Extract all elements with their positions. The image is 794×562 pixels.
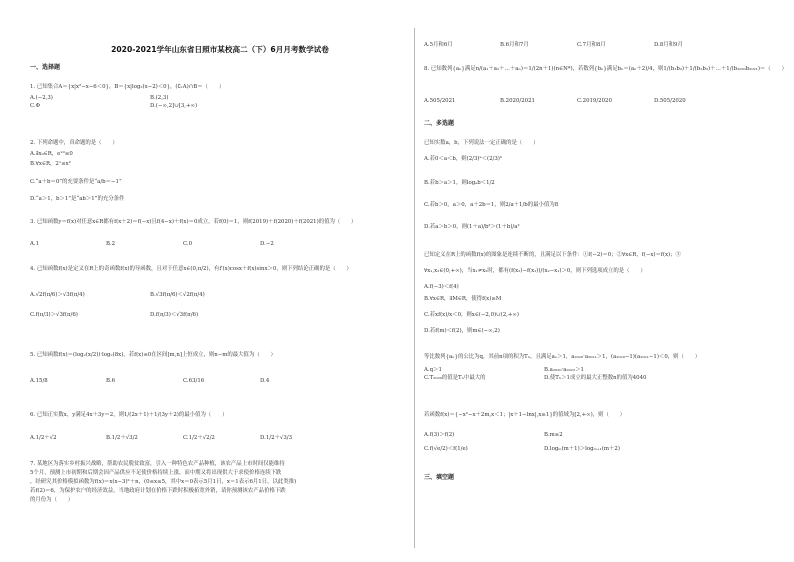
option-b[interactable]: B.6 <box>106 378 116 384</box>
question-10-line: ∀x₁,x₂∈(0,+∞)，当x₁≠x₂时，都有(f(x₂)−f(x₁))/(x₂−x₁)＞0，则下列选项成立的是（ ） <box>424 268 646 274</box>
left-column <box>30 0 410 562</box>
option-b[interactable]: B.2020/2021 <box>500 98 535 104</box>
option-c[interactable]: C.Φ <box>30 103 41 109</box>
option-d[interactable]: D.若f(m)＜f(2)，则m∈(−∞,2) <box>424 328 500 334</box>
option-c[interactable]: C.2019/2020 <box>577 98 612 104</box>
question-7-line: 5个月，预测上市初期和后期会因产品供应不足使价格持续上涨，而中期又将出现供大于求使价格连续下跌 <box>30 470 282 476</box>
option-b[interactable]: B.6月和7月 <box>500 42 529 48</box>
option-a[interactable]: A.505/2021 <box>424 98 456 104</box>
question-7-line: ，经研究其价格模拟函数为f(x)＝x(x−3)²＋n，(0≤x≤5，其中x＝0表示5月1日，x＝1表示6月1日，以此类推) <box>30 479 297 485</box>
question-7-line: 的月份为（ ） <box>30 497 74 503</box>
option-d[interactable]: D.8月和9月 <box>654 42 683 48</box>
question-10-line: 已知定义在R上的函数f(x)的图象是连续不断的，且满足以下条件：①f(−2)＝0；②∀x∈R，f(−x)＝f(x)；③ <box>424 252 681 258</box>
option-c[interactable]: C.63/16 <box>183 378 205 384</box>
option-a[interactable]: A.∃x₀∈R，eˣ⁰≤0 <box>30 151 73 157</box>
option-d[interactable]: D.(−∞,2]∪[3,+∞) <box>150 103 198 109</box>
section-heading-single-choice: 一、选择题 <box>30 64 61 71</box>
option-b[interactable]: B.2 <box>106 241 116 247</box>
option-c[interactable]: C.若b＞0，a＞0，a＋2b＝1，则2/a＋1/b的最小值为8 <box>424 202 559 208</box>
option-d[interactable]: D.使Tₙ＞1成立的最大正整数n的值为4040 <box>544 375 647 381</box>
option-c[interactable]: C.f(π/3)＞√3f(π/6) <box>30 312 78 318</box>
option-c[interactable]: C.7月和8月 <box>577 42 606 48</box>
question-6-stem: 6. 已知正实数x，y满足4x＋3y＝2，则1/(2x＋1)＋1/(3y＋2)的最小值为（ ） <box>30 412 228 418</box>
option-d[interactable]: D.“a＞1，b＞1”是“ab＞1”的充分条件 <box>30 196 125 202</box>
option-c[interactable]: C.f(√e/2)＜f(1/e) <box>424 446 468 452</box>
option-a[interactable]: A.f(3)＞f(2) <box>424 432 455 438</box>
right-column <box>424 0 794 562</box>
option-b[interactable]: B.a₂₀₂₀·a₂₀₂₂＞1 <box>544 367 584 373</box>
option-c[interactable]: C.0 <box>183 241 193 247</box>
question-1-stem: 1. 已知集合A＝{x|x²−x−6＜0}，B＝{x|log₂(x−2)＜0}，(∁ᵣA)∩B＝（ ） <box>30 84 225 90</box>
option-b[interactable]: B.(2,3) <box>150 95 169 101</box>
section-heading-fill-blank: 三、填空题 <box>424 474 455 481</box>
option-c[interactable]: C.“a＋b＝0”的充要条件是“a/b＝−1” <box>30 179 122 185</box>
option-a[interactable]: A.5月和6月 <box>424 42 453 48</box>
option-d[interactable]: D.1/2＋√3/3 <box>260 435 293 441</box>
option-c[interactable]: C.T₂₀₂₀的值是Tₙ中最大的 <box>424 375 486 381</box>
option-a[interactable]: A.15/8 <box>30 378 48 384</box>
question-11-stem: 等比数列{aₙ}的公比为q，其前n项的积为Tₙ，且满足a₁＞1，a₂₀₂₀·a₂₀₂₁＞1，(a₂₀₂₀−1)(a₂₀₂₁−1)＜0，则（ ） <box>424 354 701 360</box>
question-7-line: 7. 某地区为落实乡村振兴战略，帮助农民脱贫致富，引入一种特色农产品种植，该农产品上市时间仅能维持 <box>30 461 285 467</box>
question-4-stem: 4. 已知函数f(x)是定义在R上的奇函数f(x)的导函数，且对于任意x∈(0,π/2)，有f′(x)cosx＋f(x)sinx＞0，则下列结论正确的是（ ） <box>30 266 352 272</box>
option-b[interactable]: B.若b＞a＞1，则logₐb＜1/2 <box>424 180 495 186</box>
option-a[interactable]: A.√2f(π/6)＞√3f(π/4) <box>30 292 85 298</box>
option-c[interactable]: C.1/2＋√2/2 <box>183 435 215 441</box>
column-divider <box>414 28 415 548</box>
option-d[interactable]: D.logₘ(m＋1)＞logₘ₊₁(m＋2) <box>544 446 620 452</box>
option-b[interactable]: B.1/2＋√3/2 <box>106 435 138 441</box>
option-d[interactable]: D.f(π/3)＜√3f(π/6) <box>150 312 199 318</box>
option-d[interactable]: D.4 <box>260 378 270 384</box>
question-8-stem: 8. 已知数列{aₙ}满足n/(a₁＋a₂＋…＋aₙ)＝1/(2n＋1)(n∈N*)，若数列{bₙ}满足bₙ＝(aₙ＋2)/4，则1/(b₁b₂)＋1/(b₂b₃)＋…＋1/(b₂₀₂₀b₂₀₂₁)＝（ ） <box>424 66 787 72</box>
option-b[interactable]: B.∀x∈R，2ˣ≤x² <box>30 161 71 167</box>
question-3-stem: 3. 已知函数y＝f(x)对任意x∈R都有f(x＋2)＝f(−x)且f(4−x)＋f(x)＝0成立，若f(0)＝1，则f(2019)＋f(2020)＋f(2021)的值为（ ） <box>30 219 357 225</box>
question-2-stem: 2. 下列命题中，真命题的是（ ） <box>30 140 118 146</box>
option-a[interactable]: A.若0＜a＜b，则(2/3)ᵃ＜(2/3)ᵇ <box>424 156 503 162</box>
option-d[interactable]: D.若a＞b＞0，则(1＋a)/b²＞(1＋b)/a² <box>424 224 520 230</box>
question-5-stem: 5. 已知函数f(x)＝(log₂(x/2))·log₂(8x)，若f(x)≤0在区间[m,n]上恒成立，则n−m的最大值为（ ） <box>30 352 276 358</box>
option-a[interactable]: A.q＞1 <box>424 367 442 373</box>
option-a[interactable]: A.f(−3)＜f(4) <box>424 284 459 290</box>
option-b[interactable]: B.m≥2 <box>544 432 563 438</box>
option-d[interactable]: D.−2 <box>260 241 274 247</box>
option-a[interactable]: A.1 <box>30 241 40 247</box>
option-b[interactable]: B.∀x∈R，∃M∈R，使得f(x)≥M <box>424 296 502 302</box>
paper-title: 2020-2021学年山东省日照市某校高二（下）6月月考数学试卷 <box>111 45 329 54</box>
option-d[interactable]: D.505/2020 <box>654 98 686 104</box>
option-c[interactable]: C.若xf(x)/x＜0，则x∈(−2,0)∪(2,+∞) <box>424 312 519 318</box>
question-12-stem: 若函数f(x)＝{−x²−x＋2m,x＜1；|x＋1−lnx|,x≥1}的值域为[2,+∞)，则（ ） <box>424 412 626 418</box>
section-heading-multiple-choice: 二、多选题 <box>424 120 455 127</box>
option-b[interactable]: B.√3f(π/6)＜√2f(π/4) <box>150 292 205 298</box>
question-7-line: 若f(2)＝6，为保护农户的经济效益，当地政府计划在价格下跌时积极拓宽外销，请你预测该农产品价格下跌 <box>30 488 286 494</box>
option-a[interactable]: A.(−2,3) <box>30 95 53 101</box>
question-9-stem: 已知实数a，b，下列说法一定正确的是（ ） <box>424 140 539 146</box>
option-a[interactable]: A.1/2＋√2 <box>30 435 57 441</box>
